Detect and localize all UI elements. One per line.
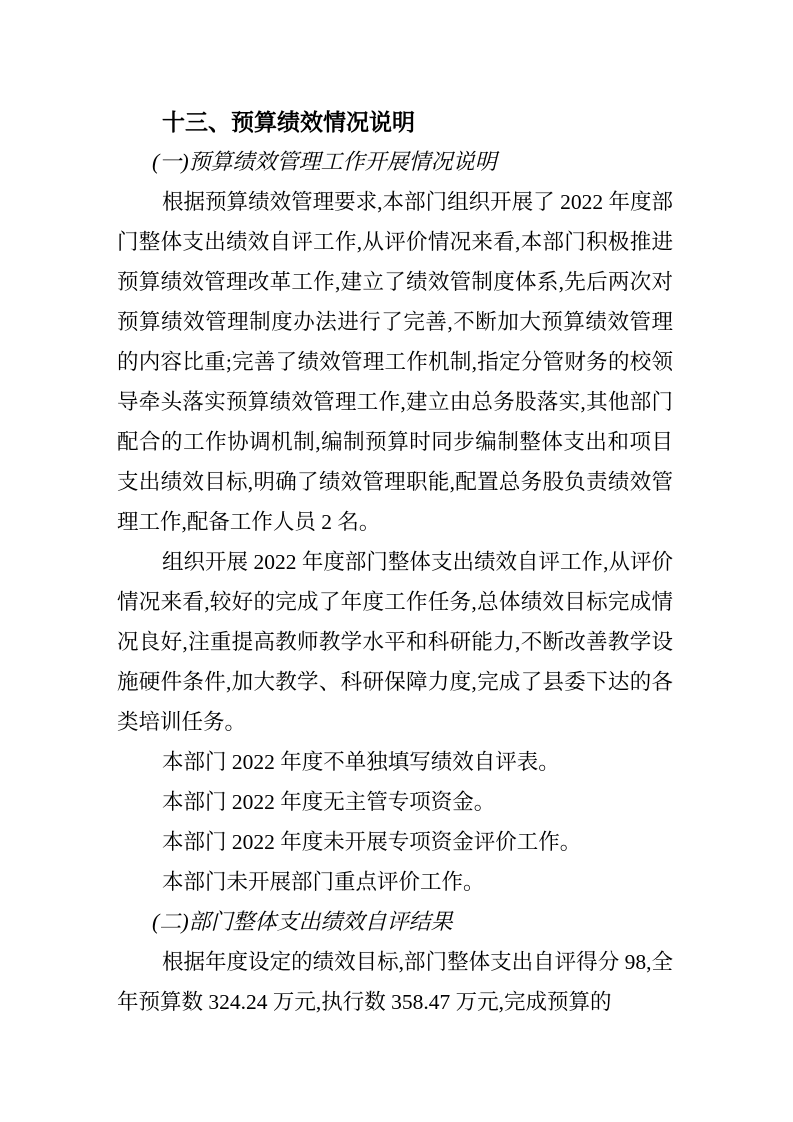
page-content xyxy=(117,102,673,1022)
section-budget-performance-management xyxy=(117,142,673,902)
paragraph: 本部门 2022 年度无主管专项资金。 xyxy=(162,790,496,814)
page-title: 十三、预算绩效情况说明 xyxy=(162,109,415,135)
subsection-heading-2: (二)部门整体支出绩效自评结果 xyxy=(152,909,453,934)
paragraph: 本部门未开展部门重点评价工作。 xyxy=(162,870,485,894)
subsection-heading-1: (一)预算绩效管理工作开展情况说明 xyxy=(152,149,497,174)
section-self-evaluation-results xyxy=(117,902,673,1022)
paragraph: 本部门 2022 年度不单独填写绩效自评表。 xyxy=(162,750,560,774)
paragraph: 本部门 2022 年度未开展专项资金评价工作。 xyxy=(162,830,582,854)
paragraph: 根据预算绩效管理要求,本部门组织开展了 2022 年度部门整体支出绩效自评工作,从评价情况来看,本部门积极推进预算绩效管理改革工作,建立了绩效管制度体系,先后两次对预算绩效管理制度办法进行了完善,不断加大预算绩效管理的内容比重;完善了绩效管理工作机制,指定分管财务的校领导牵头落实预算绩效管理工作,建立由总务股落实,其他部门配合的工作协调机制,编制预算时同步编制整体支出和项目支出绩效目标,明确了绩效管理职能,配置总务股负责绩效管理工作,配备工作人员 2 名。 xyxy=(117,190,673,534)
paragraph: 组织开展 2022 年度部门整体支出绩效自评工作,从评价情况来看,较好的完成了年度工作任务,总体绩效目标完成情况良好,注重提高教师教学水平和科研能力,不断改善教学设施硬件条件,加大教学、科研保障力度,完成了县委下达的各类培训任务。 xyxy=(117,550,673,734)
paragraph: 根据年度设定的绩效目标,部门整体支出自评得分 98,全年预算数 324.24 万元,执行数 358.47 万元,完成预算的 xyxy=(117,950,673,1014)
